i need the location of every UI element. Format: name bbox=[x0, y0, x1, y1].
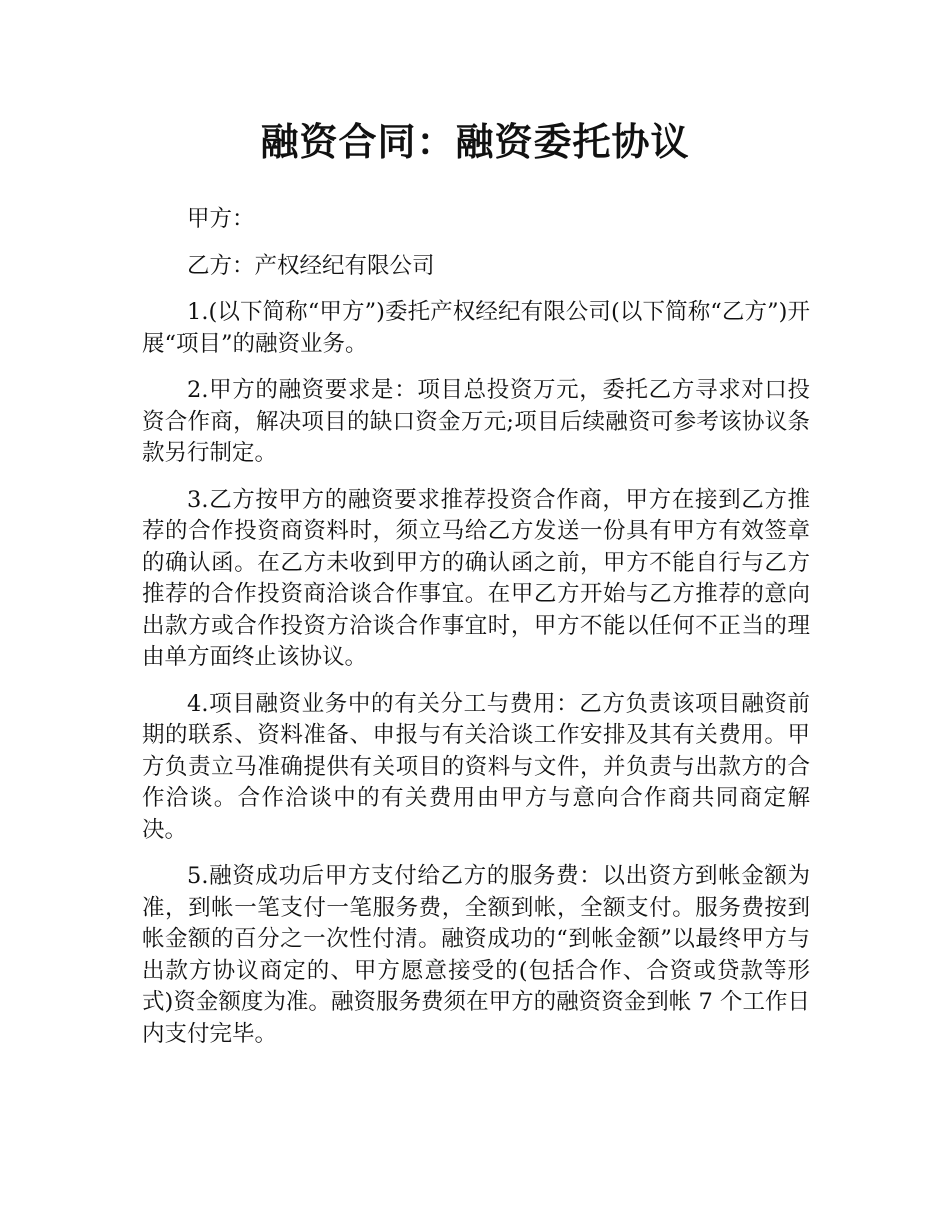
clause-4: 4.项目融资业务中的有关分工与费用：乙方负责该项目融资前期的联系、资料准备、申报与有关洽谈工作安排及其有关费用。甲方负责立马准确提供有关项目的资料与文件，并负责与出款方的合作洽谈。合作洽谈中的有关费用由甲方与意向合作商共同商定解决。 bbox=[142, 690, 810, 843]
clause-3: 3.乙方按甲方的融资要求推荐投资合作商，甲方在接到乙方推荐的合作投资商资料时，须立马给乙方发送一份具有甲方有效签章的确认函。在乙方未收到甲方的确认函之前，甲方不能自行与乙方推荐的合作投资商洽谈合作事宜。在甲乙方开始与乙方推荐的意向出款方或合作投资方洽谈合作事宜时，甲方不能以任何不正当的理由单方面终止该协议。 bbox=[142, 486, 810, 670]
party-b-line: 乙方：产权经纪有限公司 bbox=[187, 252, 435, 279]
document-title: 融资合同：融资委托协议 bbox=[260, 120, 690, 164]
clause-5: 5.融资成功后甲方支付给乙方的服务费：以出资方到帐金额为准，到帐一笔支付一笔服务费，全额到帐，全额支付。服务费按到帐金额的百分之一次性付清。融资成功的“到帐金额”以最终甲方与出款方协议商定的、甲方愿意接受的(包括合作、合资或贷款等形式)资金额度为准。融资服务费须在甲方的融资资金到帐 7 个工作日内支付完毕。 bbox=[142, 863, 810, 1047]
party-a-line: 甲方： bbox=[187, 206, 255, 232]
clause-2: 2.甲方的融资要求是：项目总投资万元，委托乙方寻求对口投资合作商，解决项目的缺口资金万元;项目后续融资可参考该协议条款另行制定。 bbox=[142, 377, 810, 466]
document-body bbox=[142, 204, 810, 1050]
clause-1: 1.(以下简称“甲方”)委托产权经纪有限公司(以下简称“乙方”)开展“项目”的融资业务。 bbox=[142, 299, 810, 357]
